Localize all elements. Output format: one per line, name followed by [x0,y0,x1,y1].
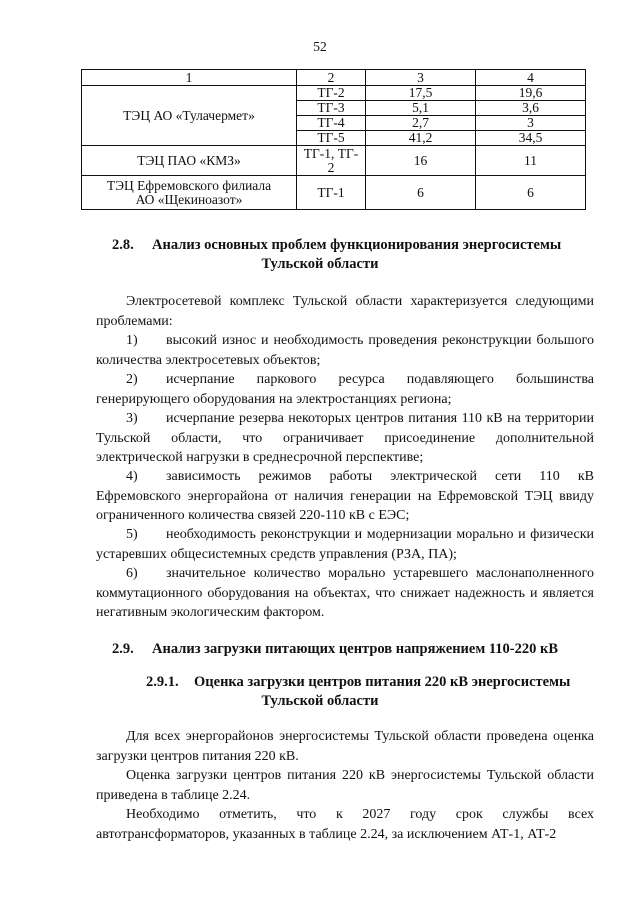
value-cell: 34,5 [476,131,586,146]
section-number: 2.8. [112,237,134,253]
value-cell: 2,7 [366,116,476,131]
intro-paragraph: Электросетевой комплекс Тульской области характеризуется следующими проблемами: [96,294,594,329]
unit-line: ТГ-1, ТГ- [303,145,359,161]
unit-cell: ТГ-1 [297,176,366,210]
station-line: АО «Щекиноазот» [135,191,243,207]
value-cell: 3 [476,116,586,131]
table-row [82,146,586,176]
station-line: ТЭЦ Ефремовского филиала [106,177,272,193]
list-item [96,370,594,409]
list-item [96,467,594,526]
list-item [96,525,594,564]
list-text: значительное количество морально устаревшего маслонаполненного коммутационного оборудования на объектах, что снижает надежность и является негативным экологическим фактором. [96,566,594,620]
unit-cell: ТГ-4 [297,116,366,131]
station-cell: ТЭЦ ПАО «КМЗ» [82,146,297,176]
section-title: Анализ основных проблем функционирования энергосистемы [152,237,562,253]
list-number: 5) [126,527,138,542]
unit-cell: ТГ-5 [297,131,366,146]
list-item [96,564,594,623]
unit-cell [297,146,366,176]
column-header: 2 [297,70,366,86]
section-title-line2: Тульской области [261,693,379,709]
list-text: исчерпание паркового ресурса подавляющего большинства генерирующего оборудования на электростанциях региона; [96,372,594,407]
paragraph: Необходимо отметить, что к 2027 году срок службы всех автотрансформаторов, указанных в таблице 2.24, за исключением АТ-1, АТ-2 [96,807,594,842]
value-cell: 3,6 [476,101,586,116]
section-title: Анализ загрузки питающих центров напряжением 110-220 кВ [152,641,559,657]
unit-cell: ТГ-2 [297,86,366,101]
generation-table [81,69,586,210]
paragraph: Для всех энергорайонов энергосистемы Тульской области проведена оценка загрузки центров питания 220 кВ. [96,729,594,764]
table-row [82,176,586,210]
column-header: 4 [476,70,586,86]
page-number: 52 [313,39,327,54]
list-number: 1) [126,333,138,348]
unit-cell: ТГ-3 [297,101,366,116]
paragraph: Оценка загрузки центров питания 220 кВ энергосистемы Тульской области приведена в таблице 2.24. [96,768,594,803]
table-header-row [82,70,586,86]
value-cell: 19,6 [476,86,586,101]
value-cell: 17,5 [366,86,476,101]
list-number: 4) [126,469,138,484]
value-cell: 6 [366,176,476,210]
list-number: 3) [126,411,138,426]
column-header: 1 [82,70,297,86]
value-cell: 6 [476,176,586,210]
section-number: 2.9. [112,641,134,657]
list-number: 6) [126,566,138,581]
list-text: высокий износ и необходимость проведения реконструкции большого количества электросетевых объектов; [96,333,594,368]
value-cell: 11 [476,146,586,176]
value-cell: 5,1 [366,101,476,116]
list-item [96,409,594,468]
unit-line: 2 [327,159,335,175]
list-text: исчерпание резерва некоторых центров питания 110 кВ на территории Тульской области, что ограничивает присоединение дополнительной электрической нагрузки в среднесрочной перспективе; [96,411,594,465]
list-text: зависимость режимов работы электрической сети 110 кВ Ефремовского энергорайона от наличия генерации на Ефремовской ТЭЦ ввиду ограниченного количества связей 220-110 кВ с ЕЭС; [96,469,594,523]
list-text: необходимость реконструкции и модернизации морально и физически устаревших общесистемных средств управления (РЗА, ПА); [96,527,594,562]
column-header: 3 [366,70,476,86]
section-number: 2.9.1. [146,674,179,690]
station-cell: ТЭЦ АО «Тулачермет» [82,86,297,146]
value-cell: 41,2 [366,131,476,146]
table-row [82,86,586,101]
list-item [96,331,594,370]
value-cell: 16 [366,146,476,176]
station-cell [82,176,297,210]
section-title: Оценка загрузки центров питания 220 кВ энергосистемы [194,674,571,690]
section-title-line2: Тульской области [261,256,379,272]
list-number: 2) [126,372,138,387]
